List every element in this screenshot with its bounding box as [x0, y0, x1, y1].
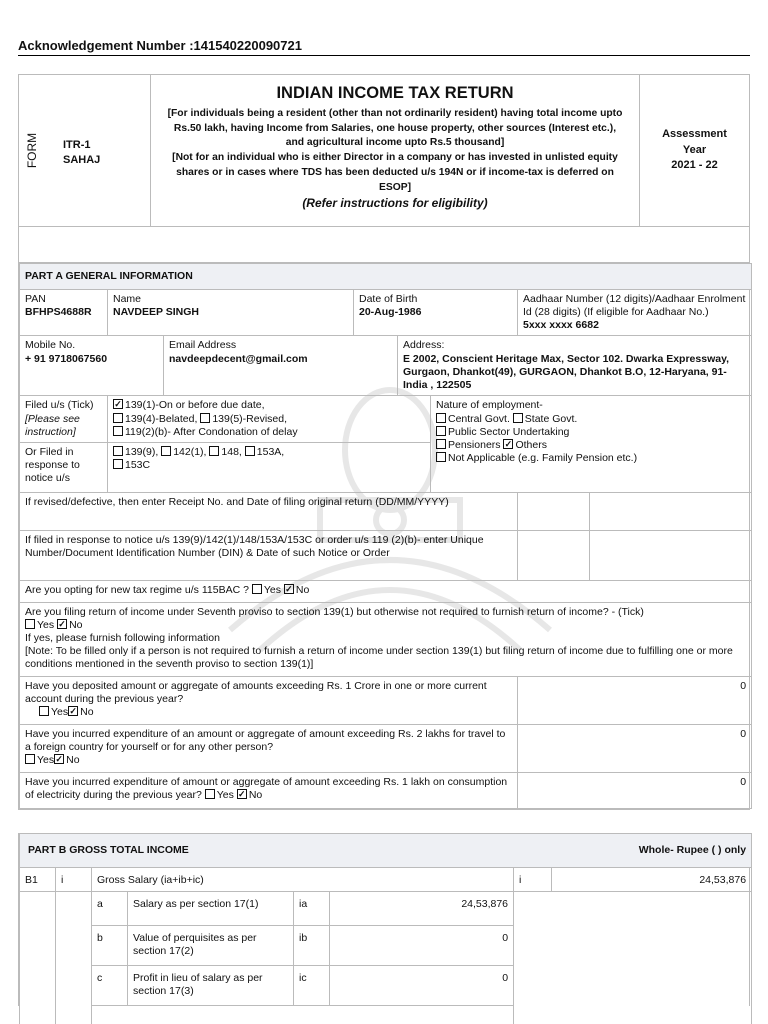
notice-options: 139(9), 142(1), 148, 153A, 153C — [108, 442, 398, 492]
acknowledgement-number: Acknowledgement Number :141540220090721 — [18, 38, 302, 53]
pan-value: BFHPS4688R — [25, 306, 92, 319]
revised-date-field[interactable] — [590, 492, 752, 530]
perquisites-17-2-value: 0 — [330, 926, 514, 966]
salary-17-1-code: ia — [294, 892, 330, 926]
revised-question: If revised/defective, then enter Receipt No. and Date of filing original return (DD/MM/YYYY) — [20, 492, 518, 530]
notice-din-question: If filed in response to notice u/s 139(9)/142(1)/148/153A/153C or order u/s 119 (2)(b)- enter Unique Number/Document Identification Number (DIN) & Date of such Notice or Order — [20, 530, 518, 580]
spacer-row — [18, 227, 750, 263]
form-name: ITR-1 — [63, 139, 91, 151]
profit-row-letter: c — [92, 966, 128, 1006]
eligibility-note: (Refer instructions for eligibility) — [302, 196, 488, 211]
deposit-yes-checkbox[interactable] — [39, 706, 49, 716]
seventh-no-checkbox[interactable] — [57, 619, 67, 629]
travel-no-checkbox[interactable] — [54, 754, 64, 764]
electricity-no-checkbox[interactable] — [237, 789, 247, 799]
aadhaar-cell: Aadhaar Number (12 digits)/Aadhaar Enrolment Id (28 digits) (If eligible for Aadhaar No.) 5xxx xxxx 6682 — [518, 290, 752, 336]
filed-139-4-checkbox[interactable] — [113, 413, 123, 423]
b1-sub-label: i — [56, 868, 92, 892]
notice-139-9-checkbox[interactable] — [113, 446, 123, 456]
electricity-yes-checkbox[interactable] — [205, 789, 215, 799]
name-cell: Name NAVDEEP SINGH — [108, 290, 354, 336]
form-description-1: [For individuals being a resident (other than not ordinarily resident) having total income upto Rs.50 lakh, having Income from Salaries, one house property, other sources (Interest etc.), and agricultural income upto Rs.5 thousand] — [167, 107, 623, 149]
salary-17-1-value: 24,53,876 — [330, 892, 514, 926]
notice-148-checkbox[interactable] — [209, 446, 219, 456]
filed-options: ✓139(1)-On or before due date, 139(4)-Belated, 139(5)-Revised, 119(2)(b)- After Condonation of delay — [108, 396, 398, 442]
gross-salary-label: Gross Salary (ia+ib+ic) — [92, 868, 514, 892]
travel-amount: 0 — [518, 724, 752, 772]
emp-state-checkbox[interactable] — [513, 413, 523, 423]
filed-139-1-checkbox[interactable] — [113, 399, 123, 409]
email-cell: Email Address navdeepdecent@gmail.com — [164, 336, 398, 396]
gross-salary-code: i — [514, 868, 552, 892]
part-b-title: PART B GROSS TOTAL INCOME — [20, 834, 514, 868]
profit-17-3-code: ic — [294, 966, 330, 1006]
form-id-cell — [19, 75, 151, 226]
emp-others-checkbox[interactable] — [503, 439, 513, 449]
mobile-cell: Mobile No. + 91 9718067560 — [20, 336, 164, 396]
assessment-year-value: 2021 - 22 — [671, 158, 718, 171]
perquisites-17-2-label: Value of perquisites as per section 17(2) — [128, 926, 294, 966]
form-header — [18, 74, 750, 227]
notice-153a-checkbox[interactable] — [245, 446, 255, 456]
gross-salary-value: 24,53,876 — [552, 868, 752, 892]
notice-din-field[interactable] — [518, 530, 590, 580]
emp-na-checkbox[interactable] — [436, 452, 446, 462]
electricity-question: Have you incurred expenditure of amount or aggregate of amount exceeding Rs. 1 lakh on consumption of electricity during the previous year? Yes ✓ No — [20, 772, 518, 808]
notice-label-cell: Or Filed in response to notice u/s — [20, 442, 108, 492]
email-value: navdeepdecent@gmail.com — [169, 352, 308, 365]
part-a-title: PART A GENERAL INFORMATION — [20, 264, 752, 290]
perquisites-row-letter: b — [92, 926, 128, 966]
notice-142-1-checkbox[interactable] — [161, 446, 171, 456]
form-label: FORM — [25, 132, 40, 169]
form-title: INDIAN INCOME TAX RETURN — [276, 84, 514, 102]
address-cell: Address: E 2002, Conscient Heritage Max, Sector 102. Dwarka Expressway, Gurgaon, Dhankot(49), GURGAON, Dhankot B.O, 12-Haryana, 91-India , 122505 — [398, 336, 752, 396]
name-value: NAVDEEP SINGH — [113, 306, 199, 319]
travel-question: Have you incurred expenditure of an amount or aggregate of amount exceeding Rs. 2 lakhs for travel to a foreign country for yourself or for any other person? Yes✓ No — [20, 724, 518, 772]
perquisites-17-2-code: ib — [294, 926, 330, 966]
filed-139-5-checkbox[interactable] — [200, 413, 210, 423]
filed-119-2b-checkbox[interactable] — [113, 426, 123, 436]
part-a-section — [18, 263, 750, 810]
pan-cell: PAN BFHPS4688R — [20, 290, 108, 336]
dob-value: 20-Aug-1986 — [359, 306, 422, 319]
regime-yes-checkbox[interactable] — [252, 584, 262, 594]
address-value: E 2002, Conscient Heritage Max, Sector 102. Dwarka Expressway, Gurgaon, Dhankot(49), GURGAON, Dhankot B.O, 12-Haryana, 91-India , 122505 — [403, 352, 730, 391]
part-b-unit: Whole- Rupee ( ) only — [514, 834, 752, 868]
deposit-question: Have you deposited amount or aggregate of amounts exceeding Rs. 1 Crore in one or more current account during the previous year? Yes✓ No — [20, 676, 518, 724]
salary-17-1-label: Salary as per section 17(1) — [128, 892, 294, 926]
deposit-amount: 0 — [518, 676, 752, 724]
electricity-amount: 0 — [518, 772, 752, 808]
part-b-section — [18, 833, 750, 1006]
filed-label-cell: Filed u/s (Tick) [Please see instruction] — [20, 396, 108, 442]
travel-yes-checkbox[interactable] — [25, 754, 35, 764]
nature-of-employment: Nature of employment- Central Govt. State Govt. Public Sector Undertaking Pensioners ✓ Others Not Applicable (e.g. Family Pension etc.) — [431, 396, 752, 492]
assessment-year-label: Assessment Year — [662, 128, 727, 156]
profit-17-3-label: Profit in lieu of salary as per section 17(3) — [128, 966, 294, 1006]
form-sub: SAHAJ — [63, 154, 101, 166]
seventh-yes-checkbox[interactable] — [25, 619, 35, 629]
new-regime-question: Are you opting for new tax regime u/s 115BAC ? Yes ✓ No — [20, 580, 752, 602]
notice-date-field[interactable] — [590, 530, 752, 580]
b1-label: B1 — [20, 868, 56, 892]
emp-psu-checkbox[interactable] — [436, 426, 446, 436]
aadhaar-value: 5xxx xxxx 6682 — [523, 319, 599, 332]
emp-pensioners-checkbox[interactable] — [436, 439, 446, 449]
emp-central-checkbox[interactable] — [436, 413, 446, 423]
title-cell — [151, 75, 639, 226]
salary-row-letter: a — [92, 892, 128, 926]
header-rule — [18, 55, 750, 56]
deposit-no-checkbox[interactable] — [68, 706, 78, 716]
form-description-2: [Not for an individual who is either Director in a company or has invested in unlisted equity shares or in cases where TDS has been deducted u/s 194N or if income-tax is deferred on ESOP] — [172, 152, 618, 194]
assessment-year-cell — [639, 75, 749, 226]
seventh-proviso-question: Are you filing return of income under Seventh proviso to section 139(1) but otherwise not required to furnish return of income? - (Tick) Yes ✓ No If yes, please furnish following information [Note: To be filled only if a person is not required to furnish a return of income under section 139(1) but filing return of income due to fulfilling one or more conditions mentioned in the seventh proviso to section 139(1)] — [20, 602, 752, 676]
regime-no-checkbox[interactable] — [284, 584, 294, 594]
revised-receipt-field[interactable] — [518, 492, 590, 530]
profit-17-3-value: 0 — [330, 966, 514, 1006]
dob-cell: Date of Birth 20-Aug-1986 — [354, 290, 518, 336]
notice-153c-checkbox[interactable] — [113, 459, 123, 469]
mobile-value: + 91 9718067560 — [25, 352, 108, 365]
